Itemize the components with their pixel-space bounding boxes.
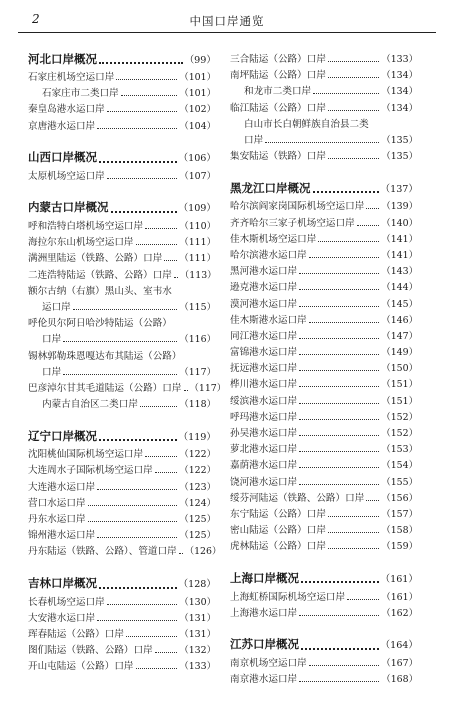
- entry-page-number: （122）: [179, 449, 216, 461]
- section-page-number: （161）: [380, 573, 418, 585]
- toc-entry[interactable]: [28, 282, 216, 298]
- toc-entry[interactable]: [28, 314, 216, 330]
- entry-label: 桦川港水运口岸: [230, 379, 298, 391]
- dot-leader: [145, 227, 177, 229]
- toc-section: [28, 50, 216, 133]
- entry-label: 石家庄市二类口岸: [42, 88, 119, 100]
- dot-leader: [366, 207, 379, 209]
- entry-label: 南坪陆运（公路）口岸: [230, 70, 326, 82]
- entry-label: 额尔古纳（右旗）黑山头、室韦水: [28, 285, 172, 297]
- toc-entry[interactable]: [230, 262, 418, 278]
- toc-entry[interactable]: [230, 489, 418, 505]
- entry-page-number: （145）: [381, 298, 418, 310]
- dot-leader: [313, 92, 379, 94]
- dot-leader: [107, 603, 178, 605]
- toc-entry[interactable]: [28, 330, 216, 346]
- toc-entry[interactable]: [28, 609, 216, 625]
- entry-page-number: （157）: [381, 508, 418, 520]
- entry-page-number: （116）: [179, 334, 216, 346]
- toc-entry[interactable]: [28, 510, 216, 526]
- section-heading[interactable]: [28, 575, 216, 592]
- entry-page-number: （156）: [381, 492, 418, 504]
- entry-label: 白山市长白朝鲜族自治县二类: [244, 118, 369, 130]
- toc-entry[interactable]: [230, 294, 418, 310]
- dot-leader: [107, 110, 178, 112]
- dot-leader: [155, 651, 178, 653]
- toc-entry[interactable]: [230, 392, 418, 408]
- toc-entry[interactable]: [28, 217, 216, 233]
- entry-page-number: （131）: [179, 628, 216, 640]
- entry-page-number: （151）: [381, 379, 418, 391]
- entry-page-number: （139）: [381, 201, 418, 213]
- entry-label: 佳木斯机场空运口岸: [230, 233, 317, 245]
- toc-entry[interactable]: [28, 233, 216, 249]
- entry-label: 抚远港水运口岸: [230, 363, 298, 375]
- entry-page-number: （135）: [381, 135, 418, 147]
- toc-entry[interactable]: [28, 298, 216, 314]
- entry-page-number: （125）: [179, 530, 216, 542]
- entry-label: 口岸: [42, 334, 62, 346]
- entry-page-number: （144）: [381, 282, 418, 294]
- toc-section: [28, 427, 222, 558]
- toc-entry[interactable]: [230, 375, 418, 391]
- dot-leader: [309, 321, 380, 323]
- dot-leader: [299, 483, 379, 485]
- toc-entry[interactable]: [230, 537, 418, 553]
- entry-label: 京唐港水运口岸: [28, 120, 96, 132]
- dot-leader: [111, 210, 177, 213]
- section-page-number: （119）: [178, 431, 216, 443]
- entry-page-number: （135）: [381, 151, 418, 163]
- entry-label: 口岸: [42, 366, 62, 378]
- toc-entry[interactable]: [230, 654, 418, 670]
- entry-label: 和龙市二类口岸: [244, 86, 312, 98]
- entry-label: 长春机场空运口岸: [28, 596, 105, 608]
- toc-entry[interactable]: [230, 230, 418, 246]
- entry-label: 孙吴港水运口岸: [230, 428, 298, 440]
- dot-leader: [299, 272, 379, 274]
- section-heading[interactable]: [28, 50, 216, 67]
- entry-label: 哈尔滨阎家岗国际机场空运口岸: [230, 201, 365, 213]
- dot-leader: [126, 635, 177, 637]
- entry-label: 佳木斯港水运口岸: [230, 314, 307, 326]
- entry-label: 哈尔滨港水运口岸: [230, 249, 307, 261]
- dot-leader: [299, 369, 379, 371]
- entry-label: 密山陆运（公路）口岸: [230, 525, 326, 537]
- dot-leader: [328, 60, 379, 62]
- toc-entry[interactable]: [230, 82, 418, 98]
- toc-entry[interactable]: [230, 131, 418, 147]
- dot-leader: [99, 61, 183, 64]
- entry-label: 内蒙古自治区二类口岸: [42, 399, 138, 411]
- entry-page-number: （133）: [381, 54, 418, 66]
- toc-entry[interactable]: [230, 604, 418, 620]
- toc-entry[interactable]: [28, 461, 216, 477]
- section-title: 辽宁口岸概况: [28, 428, 97, 443]
- entry-label: 丹东陆运（铁路、公路）、管道口岸: [28, 546, 177, 558]
- toc-entry[interactable]: [230, 521, 418, 537]
- entry-page-number: （101）: [179, 88, 216, 100]
- dot-leader: [301, 647, 379, 650]
- toc-entry[interactable]: [230, 246, 418, 262]
- dot-leader: [136, 243, 178, 245]
- entry-page-number: （141）: [381, 249, 418, 261]
- section-page-number: （137）: [380, 183, 418, 195]
- entry-label: 饶河港水运口岸: [230, 476, 298, 488]
- dot-leader: [184, 389, 188, 391]
- toc-entry[interactable]: [230, 456, 418, 472]
- dot-leader: [99, 586, 177, 589]
- toc-section: [230, 50, 418, 163]
- toc-entry[interactable]: [28, 379, 227, 395]
- toc-entry[interactable]: [28, 100, 216, 116]
- toc-entry[interactable]: [28, 117, 216, 133]
- dot-leader: [63, 340, 177, 342]
- entry-page-number: （158）: [381, 525, 418, 537]
- dot-leader: [136, 667, 178, 669]
- toc-entry[interactable]: [28, 445, 216, 461]
- entry-page-number: （101）: [179, 72, 216, 84]
- toc-section: [28, 149, 216, 183]
- entry-label: 呼玛港水运口岸: [230, 411, 298, 423]
- entry-label: 石家庄机场空运口岸: [28, 72, 115, 84]
- section-title: 河北口岸概况: [28, 51, 97, 66]
- dot-leader: [63, 373, 177, 375]
- toc-entry[interactable]: [28, 68, 216, 84]
- dot-leader: [309, 664, 380, 666]
- section-heading[interactable]: [28, 199, 216, 216]
- entry-label: 南京港水运口岸: [230, 674, 298, 686]
- toc-entry[interactable]: [28, 494, 216, 510]
- entry-label: 开山屯陆运（公路）口岸: [28, 661, 134, 673]
- dot-leader: [73, 308, 178, 310]
- dot-leader: [99, 438, 177, 441]
- entry-page-number: （132）: [179, 645, 216, 657]
- toc-entry[interactable]: [28, 641, 216, 657]
- toc-entry[interactable]: [28, 395, 216, 411]
- toc-entry[interactable]: [230, 440, 418, 456]
- entry-label: 太原机场空运口岸: [28, 170, 105, 182]
- section-title: 江苏口岸概况: [230, 637, 299, 652]
- dot-leader: [164, 259, 177, 261]
- entry-label: 逊克港水运口岸: [230, 282, 298, 294]
- toc-section: [28, 575, 216, 674]
- dot-leader: [140, 405, 177, 407]
- dot-leader: [99, 160, 177, 163]
- entry-label: 呼伦贝尔阿日哈沙特陆运（公路）: [28, 318, 172, 330]
- entry-label: 嘉荫港水运口岸: [230, 460, 298, 472]
- section-page-number: （109）: [178, 203, 216, 215]
- entry-page-number: （154）: [381, 460, 418, 472]
- dot-leader: [97, 619, 177, 621]
- entry-page-number: （134）: [381, 70, 418, 82]
- toc-entry[interactable]: [28, 478, 216, 494]
- entry-label: 大连周水子国际机场空运口岸: [28, 465, 153, 477]
- toc-entry[interactable]: [230, 327, 418, 343]
- entry-label: 图们陆运（铁路、公路）口岸: [28, 645, 153, 657]
- entry-page-number: （168）: [381, 674, 418, 686]
- entry-label: 绥滨港水运口岸: [230, 395, 298, 407]
- dot-leader: [299, 680, 379, 682]
- entry-page-number: （118）: [179, 399, 216, 411]
- dot-leader: [299, 614, 379, 616]
- section-heading[interactable]: [28, 149, 216, 166]
- entry-page-number: （159）: [381, 541, 418, 553]
- section-heading[interactable]: [230, 179, 418, 196]
- dot-leader: [328, 109, 379, 111]
- entry-label: 沈阳桃仙国际机场空运口岸: [28, 449, 144, 461]
- toc-entry[interactable]: [230, 147, 418, 163]
- page-number: 2: [32, 12, 40, 26]
- toc-entry[interactable]: [230, 505, 418, 521]
- entry-label: 上海港水运口岸: [230, 607, 298, 619]
- toc-entry[interactable]: [230, 670, 418, 686]
- entry-label: 营口水运口岸: [28, 497, 86, 509]
- entry-page-number: （143）: [381, 266, 418, 278]
- entry-label: 口岸: [244, 135, 264, 147]
- dot-leader: [328, 547, 379, 549]
- entry-label: 上海虹桥国际机场空运口岸: [230, 591, 346, 603]
- entry-page-number: （152）: [381, 428, 418, 440]
- dot-leader: [121, 94, 178, 96]
- toc-entry[interactable]: [230, 50, 418, 66]
- entry-label: 同江港水运口岸: [230, 330, 298, 342]
- toc-entry[interactable]: [230, 66, 418, 82]
- entry-page-number: （152）: [381, 411, 418, 423]
- entry-label: 东宁陆运（公路）口岸: [230, 508, 326, 520]
- page-header: [18, 10, 436, 33]
- entry-label: 运口岸: [42, 301, 71, 313]
- dot-leader: [174, 276, 178, 278]
- dot-leader: [155, 471, 178, 473]
- entry-label: 海拉尔东山机场空运口岸: [28, 237, 134, 249]
- entry-page-number: （123）: [179, 481, 216, 493]
- toc-entry[interactable]: [230, 473, 418, 489]
- toc-entry[interactable]: [230, 278, 418, 294]
- entry-page-number: （122）: [179, 465, 216, 477]
- entry-label: 临江陆运（公路）口岸: [230, 102, 326, 114]
- section-title: 吉林口岸概况: [28, 576, 97, 590]
- dot-leader: [357, 224, 380, 226]
- dot-leader: [301, 580, 379, 583]
- entry-page-number: （149）: [381, 347, 418, 359]
- running-title: 中国口岸通览: [189, 14, 265, 28]
- entry-page-number: （111）: [179, 253, 216, 265]
- dot-leader: [309, 256, 380, 258]
- toc-entry[interactable]: [28, 363, 216, 379]
- entry-label: 锦州港水运口岸: [28, 530, 96, 542]
- dot-leader: [299, 288, 379, 290]
- entry-label: 丹东水运口岸: [28, 514, 86, 526]
- dot-leader: [179, 552, 183, 554]
- dot-leader: [299, 385, 379, 387]
- entry-label: 大连港水运口岸: [28, 481, 96, 493]
- toc-entry[interactable]: [28, 249, 216, 265]
- section-heading[interactable]: [230, 636, 418, 653]
- entry-label: 绥芬河陆运（铁路、公路）口岸: [230, 492, 365, 504]
- dot-leader: [116, 78, 177, 80]
- toc-left-column: [28, 50, 227, 689]
- dot-leader: [328, 515, 379, 517]
- entry-page-number: （117）: [189, 382, 227, 394]
- entry-page-number: （133）: [179, 661, 216, 673]
- dot-leader: [97, 536, 177, 538]
- dot-leader: [107, 177, 178, 179]
- toc-entry[interactable]: [28, 625, 216, 641]
- toc-entry[interactable]: [28, 266, 216, 282]
- entry-page-number: （134）: [381, 86, 418, 98]
- entry-page-number: （147）: [381, 330, 418, 342]
- toc-section: [28, 199, 227, 411]
- entry-label: 巴彦淖尔甘其毛道陆运（公路）口岸: [28, 382, 182, 394]
- toc-entry[interactable]: [230, 197, 418, 213]
- toc-entry[interactable]: [230, 311, 418, 327]
- toc-entry[interactable]: [28, 542, 222, 558]
- section-heading[interactable]: [28, 427, 216, 444]
- entry-label: 南京机场空运口岸: [230, 657, 307, 669]
- entry-page-number: （150）: [381, 363, 418, 375]
- section-page-number: （99）: [184, 54, 216, 66]
- toc-entry[interactable]: [230, 587, 418, 603]
- dot-leader: [366, 499, 379, 501]
- section-page-number: （106）: [178, 153, 216, 165]
- entry-page-number: （111）: [179, 237, 216, 249]
- dot-leader: [328, 157, 379, 159]
- entry-label: 锡林郭勒珠恩嘎达布其陆运（公路）: [28, 350, 182, 362]
- toc-entry[interactable]: [28, 167, 216, 183]
- dot-leader: [97, 127, 177, 129]
- entry-page-number: （131）: [179, 612, 216, 624]
- entry-page-number: （161）: [381, 591, 418, 603]
- toc-right-column: [230, 50, 418, 702]
- dot-leader: [145, 455, 177, 457]
- toc-entry[interactable]: [28, 593, 216, 609]
- entry-page-number: （151）: [381, 395, 418, 407]
- entry-label: 呼和浩特白塔机场空运口岸: [28, 221, 144, 233]
- entry-label: 虎林陆运（公路）口岸: [230, 541, 326, 553]
- dot-leader: [318, 240, 379, 242]
- dot-leader: [328, 531, 379, 533]
- section-page-number: （164）: [380, 640, 418, 652]
- dot-leader: [265, 141, 379, 143]
- entry-page-number: （130）: [179, 596, 216, 608]
- toc-entry[interactable]: [28, 346, 216, 362]
- dot-leader: [299, 305, 379, 307]
- toc-entry[interactable]: [230, 99, 418, 115]
- dot-leader: [299, 418, 379, 420]
- toc-entry[interactable]: [230, 214, 418, 230]
- section-title: 山西口岸概况: [28, 150, 97, 165]
- dot-leader: [299, 434, 379, 436]
- entry-page-number: （167）: [381, 657, 418, 669]
- entry-page-number: （107）: [179, 170, 216, 182]
- entry-page-number: （140）: [381, 217, 418, 229]
- entry-page-number: （115）: [179, 301, 216, 313]
- toc-entry[interactable]: [28, 526, 216, 542]
- toc-entry[interactable]: [230, 359, 418, 375]
- section-title: 上海口岸概况: [230, 570, 299, 585]
- entry-page-number: （134）: [381, 102, 418, 114]
- dot-leader: [299, 466, 379, 468]
- toc-section: [230, 569, 418, 619]
- dot-leader: [88, 504, 178, 506]
- dot-leader: [313, 190, 379, 193]
- toc-entry[interactable]: [230, 408, 418, 424]
- dot-leader: [299, 337, 379, 339]
- entry-page-number: （117）: [179, 366, 216, 378]
- entry-label: 漠河港水运口岸: [230, 298, 298, 310]
- entry-label: 二连浩特陆运（铁路、公路）口岸: [28, 269, 172, 281]
- entry-page-number: （125）: [179, 514, 216, 526]
- toc-entry[interactable]: [28, 84, 216, 100]
- entry-page-number: （126）: [184, 546, 222, 558]
- section-heading[interactable]: [230, 569, 418, 586]
- entry-label: 萝北港水运口岸: [230, 444, 298, 456]
- entry-page-number: （110）: [179, 221, 216, 233]
- entry-label: 三合陆运（公路）口岸: [230, 54, 326, 66]
- section-title: 黑龙江口岸概况: [230, 180, 311, 195]
- entry-label: 秦皇岛港水运口岸: [28, 104, 105, 116]
- toc-entry[interactable]: [230, 424, 418, 440]
- dot-leader: [299, 450, 379, 452]
- entry-page-number: （155）: [381, 476, 418, 488]
- entry-label: 黑河港水运口岸: [230, 266, 298, 278]
- dot-leader: [88, 520, 178, 522]
- toc-entry[interactable]: [230, 115, 418, 131]
- dot-leader: [97, 488, 177, 490]
- section-title: 内蒙古口岸概况: [28, 200, 109, 215]
- entry-page-number: （104）: [179, 120, 216, 132]
- entry-page-number: （141）: [381, 233, 418, 245]
- entry-label: 集安陆运（铁路）口岸: [230, 151, 326, 163]
- entry-label: 满洲里陆运（铁路、公路）口岸: [28, 253, 163, 265]
- entry-page-number: （162）: [381, 607, 418, 619]
- entry-page-number: （102）: [179, 104, 216, 116]
- entry-label: 齐齐哈尔三家子机场空运口岸: [230, 217, 355, 229]
- toc-section: [230, 179, 418, 553]
- entry-page-number: （153）: [381, 444, 418, 456]
- toc-entry[interactable]: [28, 657, 216, 673]
- entry-page-number: （113）: [179, 269, 217, 281]
- dot-leader: [299, 402, 379, 404]
- dot-leader: [347, 598, 379, 600]
- entry-label: 大安港水运口岸: [28, 612, 96, 624]
- entry-page-number: （124）: [179, 497, 216, 509]
- entry-page-number: （146）: [381, 314, 418, 326]
- entry-label: 富锦港水运口岸: [230, 347, 298, 359]
- dot-leader: [299, 353, 379, 355]
- toc-section: [230, 636, 418, 686]
- toc-entry[interactable]: [230, 343, 418, 359]
- section-page-number: （128）: [178, 579, 216, 590]
- dot-leader: [328, 76, 379, 78]
- entry-label: 珲春陆运（公路）口岸: [28, 628, 124, 640]
